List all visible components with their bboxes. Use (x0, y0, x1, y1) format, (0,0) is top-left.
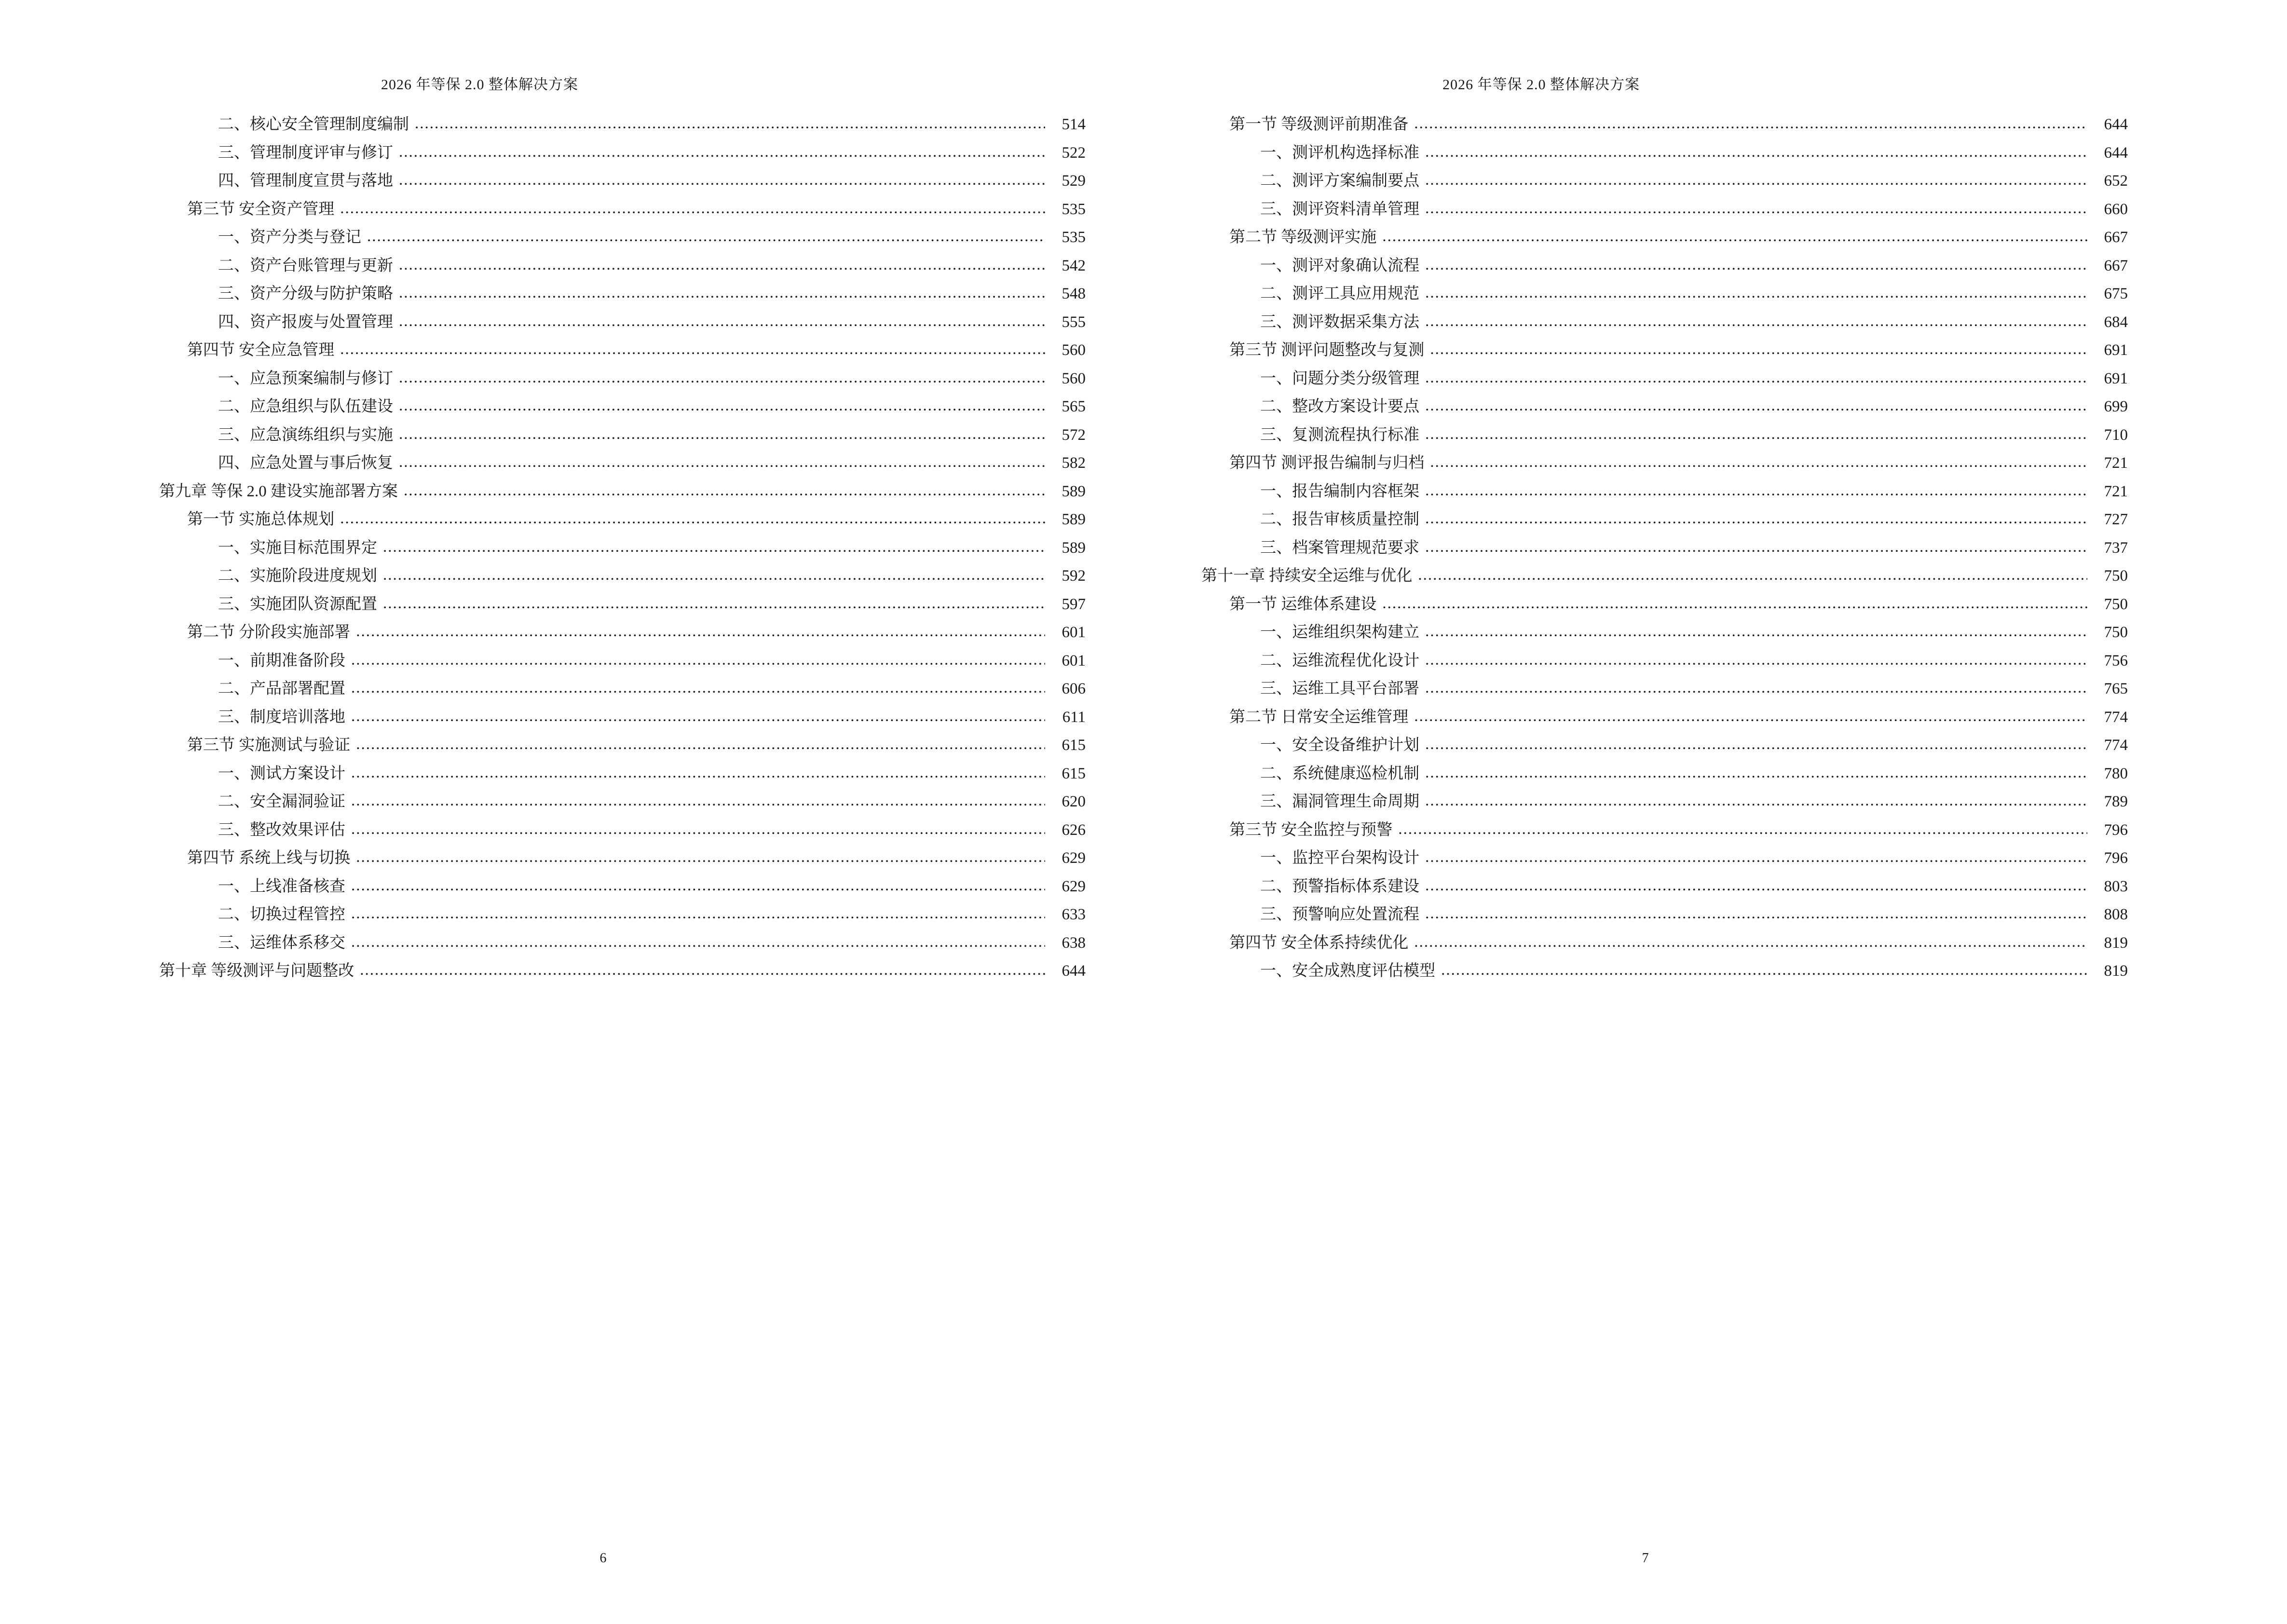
toc-entry[interactable] (1260, 202, 2128, 218)
toc-leader-dots (351, 652, 1045, 668)
toc-entry-title: 一、资产分类与登记 (218, 229, 361, 246)
toc-entry-title: 第九章 等保 2.0 建设实施部署方案 (159, 482, 398, 500)
toc-entry[interactable] (1260, 399, 2128, 415)
toc-leader-dots (1425, 370, 2087, 386)
toc-entry-page: 529 (1062, 172, 1086, 190)
toc-entry-title: 第一节 实施总体规划 (187, 511, 335, 528)
toc-leader-dots (1425, 483, 2087, 499)
toc-entry[interactable] (218, 455, 1086, 471)
toc-leader-dots (351, 793, 1045, 809)
toc-entry-title: 第二节 等级测评实施 (1229, 229, 1377, 246)
toc-entry[interactable] (1260, 653, 2128, 669)
toc-entry-page: 606 (1062, 680, 1086, 697)
toc-leader-dots (1418, 567, 2087, 583)
toc-leader-dots (399, 454, 1045, 470)
toc-entry-page: 601 (1062, 624, 1086, 641)
toc-entry[interactable] (218, 314, 1086, 330)
toc-entry-page: 819 (2104, 962, 2128, 980)
toc-entry[interactable] (1229, 710, 2128, 725)
toc-entry[interactable] (218, 597, 1086, 613)
toc-entry-page: 565 (1062, 398, 1086, 415)
toc-entry[interactable] (1229, 935, 2128, 951)
toc-entry-title: 三、运维体系移交 (218, 934, 345, 952)
toc-entry-title: 四、资产报废与处置管理 (218, 313, 393, 331)
toc-entry[interactable] (218, 286, 1086, 302)
toc-entry-page: 644 (1062, 962, 1086, 980)
toc-entry-title: 三、档案管理规范要求 (1260, 539, 1419, 557)
toc-leader-dots (399, 314, 1045, 329)
toc-entry-page: 514 (1062, 116, 1086, 133)
toc-entry[interactable] (1260, 879, 2128, 895)
toc-entry-page: 626 (1062, 821, 1086, 839)
toc-leader-dots (1425, 257, 2087, 273)
toc-entry-title: 第四节 系统上线与切换 (187, 849, 351, 867)
toc-entry-title: 一、实施目标范围界定 (218, 539, 377, 557)
toc-entry-page: 803 (2104, 877, 2128, 895)
toc-entry-page: 542 (1062, 257, 1086, 274)
toc-entry-title: 三、漏洞管理生命周期 (1260, 793, 1419, 810)
toc-leader-dots (399, 370, 1045, 386)
toc-entry[interactable] (218, 879, 1086, 895)
toc-leader-dots (415, 116, 1045, 132)
toc-leader-dots (340, 341, 1045, 357)
toc-entry[interactable] (1229, 455, 2128, 471)
toc-entry-title: 三、整改效果评估 (218, 821, 345, 839)
toc-leader-dots (351, 906, 1045, 922)
toc-entry-title: 一、应急预案编制与修订 (218, 369, 393, 387)
toc-entry-title: 三、管理制度评审与修订 (218, 144, 393, 162)
toc-leader-dots (1425, 906, 2087, 922)
toc-entry-title: 一、问题分类分级管理 (1260, 369, 1419, 387)
toc-entry-page: 691 (2104, 341, 2128, 359)
toc-entry-page: 699 (2104, 398, 2128, 415)
toc-entry-title: 一、测试方案设计 (218, 764, 345, 782)
toc-entry-page: 535 (1062, 200, 1086, 218)
toc-entry-title: 第三节 测评问题整改与复测 (1229, 341, 1425, 359)
toc-entry-page: 555 (1062, 313, 1086, 331)
toc-leader-dots (399, 257, 1045, 273)
toc-entry-title: 第三节 实施测试与验证 (187, 737, 351, 754)
toc-leader-dots (1425, 285, 2087, 301)
toc-entry[interactable] (218, 427, 1086, 443)
toc-entry-page: 620 (1062, 793, 1086, 810)
toc-entry-page: 589 (1062, 511, 1086, 528)
toc-entry-title: 第四节 测评报告编制与归档 (1229, 454, 1425, 472)
toc-entry-page: 684 (2104, 313, 2128, 331)
toc-leader-dots (1414, 709, 2087, 724)
toc-entry[interactable] (187, 737, 1086, 753)
toc-leader-dots (351, 934, 1045, 950)
toc-entry-page: 750 (2104, 567, 2128, 585)
toc-entry-page: 750 (2104, 595, 2128, 613)
toc-entry-title: 一、测评机构选择标准 (1260, 144, 1419, 162)
toc-entry[interactable] (1260, 625, 2128, 641)
toc-entry-title: 三、运维工具平台部署 (1260, 680, 1419, 697)
page-folio-left: 6 (599, 1551, 607, 1566)
toc-entry-page: 597 (1062, 595, 1086, 613)
toc-entry-title: 三、预警响应处置流程 (1260, 906, 1419, 923)
toc-entry-title: 第三节 安全监控与预警 (1229, 821, 1393, 839)
toc-entry-title: 第二节 日常安全运维管理 (1229, 708, 1409, 726)
toc-entry[interactable] (218, 766, 1086, 782)
toc-entry[interactable] (187, 512, 1086, 528)
toc-entry[interactable] (218, 653, 1086, 669)
toc-entry-page: 750 (2104, 624, 2128, 641)
toc-entry-title: 四、应急处置与事后恢复 (218, 454, 393, 472)
toc-leader-dots (1425, 793, 2087, 809)
toc-leader-dots (356, 624, 1045, 640)
toc-entry-page: 660 (2104, 200, 2128, 218)
toc-entry[interactable] (218, 540, 1086, 556)
page-right (1144, 72, 2229, 1566)
toc-leader-dots (340, 201, 1045, 217)
toc-entry[interactable] (1260, 145, 2128, 161)
toc-entry[interactable] (1260, 258, 2128, 274)
toc-entry[interactable] (218, 230, 1086, 246)
toc-leader-dots (1425, 426, 2087, 442)
toc-entry-title: 一、运维组织架构建立 (1260, 624, 1419, 641)
toc-entry-title: 二、产品部署配置 (218, 680, 345, 697)
toc-leader-dots (383, 539, 1045, 555)
toc-leader-dots (1414, 934, 2087, 950)
toc-entry[interactable] (1260, 681, 2128, 697)
toc-entry-page: 572 (1062, 426, 1086, 444)
toc-entry-title: 二、测评方案编制要点 (1260, 172, 1419, 190)
toc-leader-dots (1414, 116, 2087, 132)
toc-entry[interactable] (1260, 173, 2128, 189)
toc-leader-dots (1425, 878, 2087, 894)
toc-entry[interactable] (1229, 597, 2128, 613)
toc-entry-title: 二、整改方案设计要点 (1260, 398, 1419, 415)
toc-entry-page: 644 (2104, 116, 2128, 133)
toc-list-left (159, 117, 1086, 1536)
toc-entry-title: 三、应急演练组织与实施 (218, 426, 393, 444)
toc-entry-page: 638 (1062, 934, 1086, 952)
toc-leader-dots (1382, 596, 2087, 612)
toc-leader-dots (351, 878, 1045, 894)
toc-entry[interactable] (1260, 427, 2128, 443)
toc-entry-title: 第一节 运维体系建设 (1229, 595, 1377, 613)
toc-leader-dots (367, 229, 1045, 245)
toc-entry-title: 二、应急组织与队伍建设 (218, 398, 393, 415)
toc-entry-page: 629 (1062, 877, 1086, 895)
toc-entry[interactable] (218, 794, 1086, 810)
toc-entry-page: 560 (1062, 369, 1086, 387)
toc-entry-title: 第十章 等级测评与问题整改 (159, 962, 354, 980)
toc-leader-dots (351, 709, 1045, 724)
toc-entry-title: 一、报告编制内容框架 (1260, 482, 1419, 500)
toc-leader-dots (351, 680, 1045, 696)
toc-leader-dots (383, 567, 1045, 583)
toc-leader-dots (1441, 962, 2087, 978)
toc-entry-page: 667 (2104, 229, 2128, 246)
toc-entry[interactable] (1260, 850, 2128, 866)
toc-leader-dots (399, 426, 1045, 442)
toc-entry-page: 721 (2104, 482, 2128, 500)
toc-entry-page: 633 (1062, 906, 1086, 923)
toc-entry[interactable] (218, 822, 1086, 838)
toc-entry[interactable] (1229, 230, 2128, 246)
toc-leader-dots (1425, 144, 2087, 160)
toc-entry[interactable] (1260, 371, 2128, 387)
toc-entry-title: 二、运维流程优化设计 (1260, 652, 1419, 669)
toc-entry[interactable] (1229, 117, 2128, 133)
toc-leader-dots (1430, 454, 2087, 470)
toc-entry-page: 765 (2104, 680, 2128, 697)
toc-entry-title: 第一节 等级测评前期准备 (1229, 116, 1409, 133)
toc-entry-title: 一、安全设备维护计划 (1260, 737, 1419, 754)
toc-entry-title: 二、测评工具应用规范 (1260, 285, 1419, 302)
toc-leader-dots (404, 483, 1045, 499)
toc-entry-title: 二、实施阶段进度规划 (218, 567, 377, 585)
toc-entry-title: 三、测评数据采集方法 (1260, 313, 1419, 331)
toc-entry-page: 560 (1062, 341, 1086, 359)
toc-entry-title: 二、系统健康巡检机制 (1260, 764, 1419, 782)
toc-entry[interactable] (1260, 286, 2128, 302)
toc-entry-page: 629 (1062, 849, 1086, 867)
toc-leader-dots (351, 765, 1045, 781)
toc-entry[interactable] (218, 117, 1086, 133)
toc-entry[interactable] (1260, 737, 2128, 753)
toc-entry-page: 774 (2104, 737, 2128, 754)
toc-leader-dots (1425, 201, 2087, 217)
toc-entry-page: 615 (1062, 737, 1086, 754)
toc-entry-page: 780 (2104, 764, 2128, 782)
toc-entry[interactable] (218, 258, 1086, 274)
toc-entry-title: 一、上线准备核查 (218, 877, 345, 895)
toc-leader-dots (399, 285, 1045, 301)
toc-leader-dots (399, 172, 1045, 188)
toc-leader-dots (1425, 511, 2087, 527)
toc-leader-dots (1430, 341, 2087, 357)
toc-entry-title: 一、监控平台架构设计 (1260, 849, 1419, 867)
toc-entry[interactable] (1260, 963, 2128, 979)
toc-leader-dots (1425, 737, 2087, 752)
toc-leader-dots (399, 398, 1045, 414)
toc-leader-dots (356, 849, 1045, 865)
toc-entry[interactable] (1201, 568, 2128, 584)
toc-entry-page: 737 (2104, 539, 2128, 557)
toc-entry[interactable] (218, 173, 1086, 189)
toc-entry-title: 第三节 安全资产管理 (187, 200, 335, 218)
toc-entry[interactable] (1260, 314, 2128, 330)
toc-entry[interactable] (218, 399, 1086, 415)
toc-leader-dots (383, 596, 1045, 612)
toc-entry-title: 一、前期准备阶段 (218, 652, 345, 669)
toc-entry[interactable] (1260, 766, 2128, 782)
toc-entry[interactable] (1229, 342, 2128, 358)
toc-entry-title: 第二节 分阶段实施部署 (187, 624, 351, 641)
toc-entry-page: 615 (1062, 764, 1086, 782)
toc-entry-page: 592 (1062, 567, 1086, 585)
toc-entry-page: 582 (1062, 454, 1086, 472)
toc-leader-dots (1425, 680, 2087, 696)
toc-entry-page: 667 (2104, 257, 2128, 274)
toc-entry-title: 第十一章 持续安全运维与优化 (1201, 567, 1413, 585)
toc-entry[interactable] (218, 568, 1086, 584)
toc-leader-dots (1398, 821, 2087, 837)
running-head-left: 2026 年等保 2.0 整体解决方案 (381, 77, 578, 93)
toc-entry[interactable] (218, 371, 1086, 387)
toc-leader-dots (1425, 849, 2087, 865)
toc-entry[interactable] (1229, 822, 2128, 838)
toc-entry[interactable] (187, 850, 1086, 866)
toc-entry-title: 三、实施团队资源配置 (218, 595, 377, 613)
toc-entry-page: 601 (1062, 652, 1086, 669)
toc-entry-page: 796 (2104, 821, 2128, 839)
toc-entry-page: 691 (2104, 369, 2128, 387)
toc-entry-page: 774 (2104, 708, 2128, 726)
toc-leader-dots (1425, 652, 2087, 668)
toc-leader-dots (351, 821, 1045, 837)
toc-entry-title: 三、制度培训落地 (218, 708, 345, 726)
page-left (58, 72, 1144, 1566)
toc-entry-title: 二、核心安全管理制度编制 (218, 116, 409, 133)
toc-entry-title: 第四节 安全应急管理 (187, 341, 335, 359)
toc-leader-dots (1425, 624, 2087, 640)
toc-entry-page: 548 (1062, 285, 1086, 302)
toc-entry-page: 589 (1062, 482, 1086, 500)
toc-entry-title: 三、复测流程执行标准 (1260, 426, 1419, 444)
toc-leader-dots (356, 737, 1045, 752)
toc-entry[interactable] (187, 625, 1086, 641)
toc-entry-title: 二、预警指标体系建设 (1260, 877, 1419, 895)
toc-entry-title: 三、测评资料清单管理 (1260, 200, 1419, 218)
toc-entry-title: 第四节 安全体系持续优化 (1229, 934, 1409, 952)
toc-leader-dots (1425, 765, 2087, 781)
toc-entry-page: 535 (1062, 229, 1086, 246)
toc-entry-title: 一、测评对象确认流程 (1260, 257, 1419, 274)
toc-entry-page: 819 (2104, 934, 2128, 952)
toc-leader-dots (1382, 229, 2087, 245)
toc-entry[interactable] (187, 342, 1086, 358)
toc-entry[interactable] (1260, 540, 2128, 556)
toc-entry-page: 721 (2104, 454, 2128, 472)
toc-entry[interactable] (218, 145, 1086, 161)
toc-entry-page: 727 (2104, 511, 2128, 528)
toc-leader-dots (360, 962, 1045, 978)
toc-leader-dots (399, 144, 1045, 160)
toc-entry-page: 710 (2104, 426, 2128, 444)
toc-entry-page: 644 (2104, 144, 2128, 162)
toc-entry-page: 611 (1062, 708, 1086, 726)
toc-entry[interactable] (1260, 907, 2128, 923)
toc-entry-title: 一、安全成熟度评估模型 (1260, 962, 1435, 980)
toc-entry-title: 二、报告审核质量控制 (1260, 511, 1419, 528)
toc-list-right (1201, 117, 2128, 1536)
toc-leader-dots (1425, 398, 2087, 414)
toc-entry[interactable] (218, 710, 1086, 725)
toc-entry-title: 二、切换过程管控 (218, 906, 345, 923)
toc-entry-page: 652 (2104, 172, 2128, 190)
toc-entry-page: 589 (1062, 539, 1086, 557)
running-head-right: 2026 年等保 2.0 整体解决方案 (1443, 77, 1640, 93)
toc-entry-page: 789 (2104, 793, 2128, 810)
toc-entry-title: 二、资产台账管理与更新 (218, 257, 393, 274)
toc-entry-title: 三、资产分级与防护策略 (218, 285, 393, 302)
page-folio-right: 7 (1642, 1551, 1649, 1566)
toc-leader-dots (1425, 314, 2087, 329)
toc-entry[interactable] (1260, 484, 2128, 500)
toc-entry[interactable] (1260, 794, 2128, 810)
toc-entry[interactable] (218, 681, 1086, 697)
toc-leader-dots (1425, 172, 2087, 188)
toc-entry[interactable] (159, 963, 1086, 979)
toc-entry-title: 四、管理制度宣贯与落地 (218, 172, 393, 190)
toc-leader-dots (340, 511, 1045, 527)
toc-entry[interactable] (187, 202, 1086, 218)
toc-entry[interactable] (1260, 512, 2128, 528)
toc-entry[interactable] (159, 484, 1086, 500)
toc-entry-page: 756 (2104, 652, 2128, 669)
toc-entry[interactable] (218, 907, 1086, 923)
toc-entry-title: 二、安全漏洞验证 (218, 793, 345, 810)
toc-entry-page: 796 (2104, 849, 2128, 867)
toc-leader-dots (1425, 539, 2087, 555)
toc-entry-page: 808 (2104, 906, 2128, 923)
toc-entry-page: 675 (2104, 285, 2128, 302)
toc-entry-page: 522 (1062, 144, 1086, 162)
toc-entry[interactable] (218, 935, 1086, 951)
